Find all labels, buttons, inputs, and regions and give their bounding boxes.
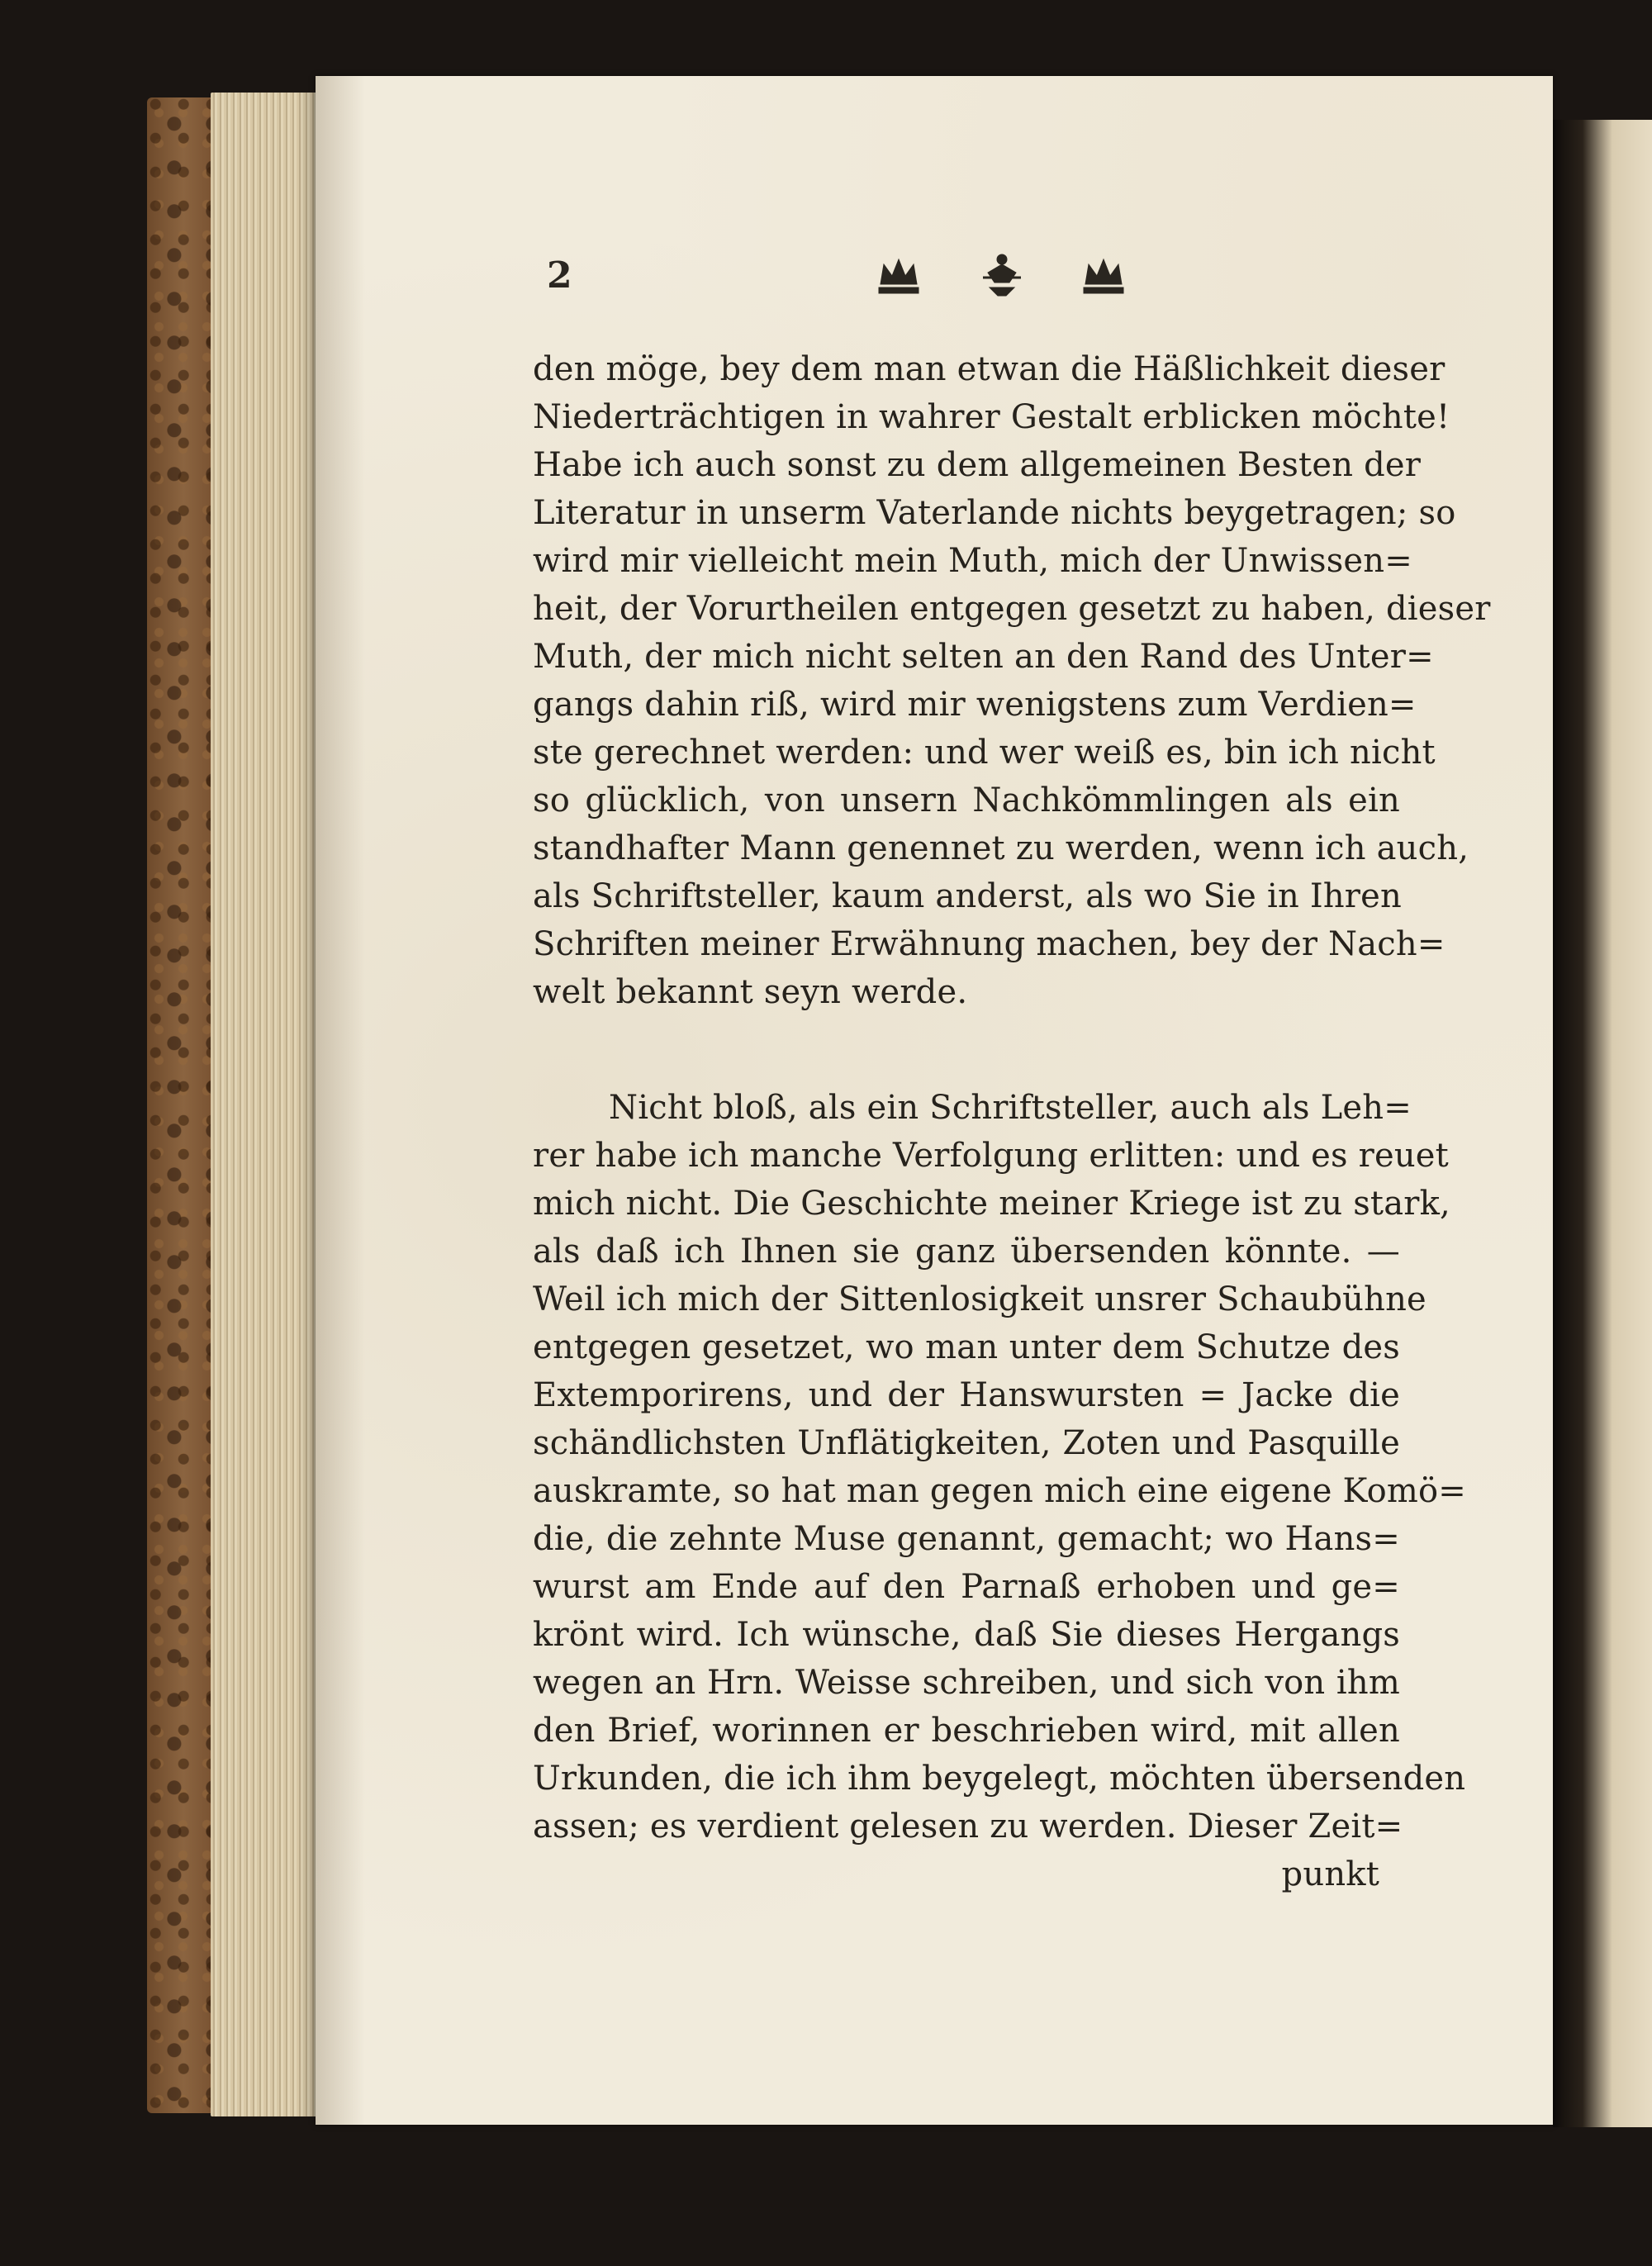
text-line: Schriften meiner Erwähnung machen, bey der Nach= [533,925,1446,963]
catchword: punkt [1281,1855,1379,1893]
gutter-shade [316,76,365,2125]
text-line: Urkunden, die ich ihm beygelegt, möchten übersenden [533,1760,1466,1798]
text-line: mich nicht. Die Geschichte meiner Kriege ist zu stark, [533,1185,1450,1223]
text-line: den Brief, worinnen er beschrieben wird, mit allen [533,1712,1400,1750]
text-line: wurst am Ende auf den Parnaß erhoben und ge= [533,1568,1400,1606]
text-line: Muth, der mich nicht selten an den Rand des Unter= [533,638,1434,676]
text-line: Habe ich auch sonst zu dem allgemeinen Besten der [533,446,1422,484]
text-line: heit, der Vorurtheilen entgegen gesetzt zu haben, dieser [533,590,1491,628]
text-line: als Schriftsteller, kaum anderst, als wo Sie in Ihren [533,877,1402,915]
facing-page-sliver [1553,120,1652,2127]
text-line: gangs dahin riß, wird mir wenigstens zum Verdien= [533,686,1417,724]
text-line: Literatur in unserm Vaterlande nichts beygetragen; so [533,494,1456,532]
crown-ornament-icon [874,248,1130,306]
text-line: als daß ich Ihnen sie ganz übersenden könnte. — [533,1233,1400,1271]
text-line: standhafter Mann genennet zu werden, wenn ich auch, [533,829,1469,867]
text-line: welt bekannt seyn werde. [533,973,968,1011]
paragraph-gap [533,1016,1400,1084]
text-line: schändlichsten Unflätigkeiten, Zoten und Pasquille [533,1424,1400,1462]
text-line: entgegen gesetzet, wo man unter dem Schutze des [533,1328,1400,1366]
text-line: Nicht bloß, als ein Schriftsteller, auch als Leh= [609,1089,1412,1127]
text-line: die, die zehnte Muse genannt, gemacht; wo Hans= [533,1520,1400,1558]
text-line: den möge, bey dem man etwan die Häßlichkeit dieser [533,350,1446,388]
paragraph-1 [533,345,1491,1016]
text-line: ste gerechnet werden: und wer weiß es, bin ich nicht [533,734,1436,772]
text-line: Weil ich mich der Sittenlosigkeit unsrer Schaubühne [533,1280,1427,1318]
text-line: Extemporirens, und der Hanswursten = Jacke die [533,1376,1400,1414]
body-text [533,345,1491,1898]
text-line: assen; es verdient gelesen zu werden. Dieser Zeit= [533,1808,1403,1846]
text-line: rer habe ich manche Verfolgung erlitten: und es reuet [533,1137,1449,1175]
page-number: 2 [547,254,572,297]
text-line: Niederträchtigen in wahrer Gestalt erblicken möchte! [533,398,1450,436]
text-line: so glücklich, von unsern Nachkömmlingen als ein [533,781,1400,819]
paragraph-2 [533,1084,1466,1898]
text-line: auskramte, so hat man gegen mich eine eigene Komö= [533,1472,1466,1510]
text-line: krönt wird. Ich wünsche, daß Sie dieses Hergangs [533,1616,1400,1654]
text-line: wird mir vielleicht mein Muth, mich der Unwissen= [533,542,1412,580]
text-line: wegen an Hrn. Weisse schreiben, und sich von ihm [533,1664,1400,1702]
